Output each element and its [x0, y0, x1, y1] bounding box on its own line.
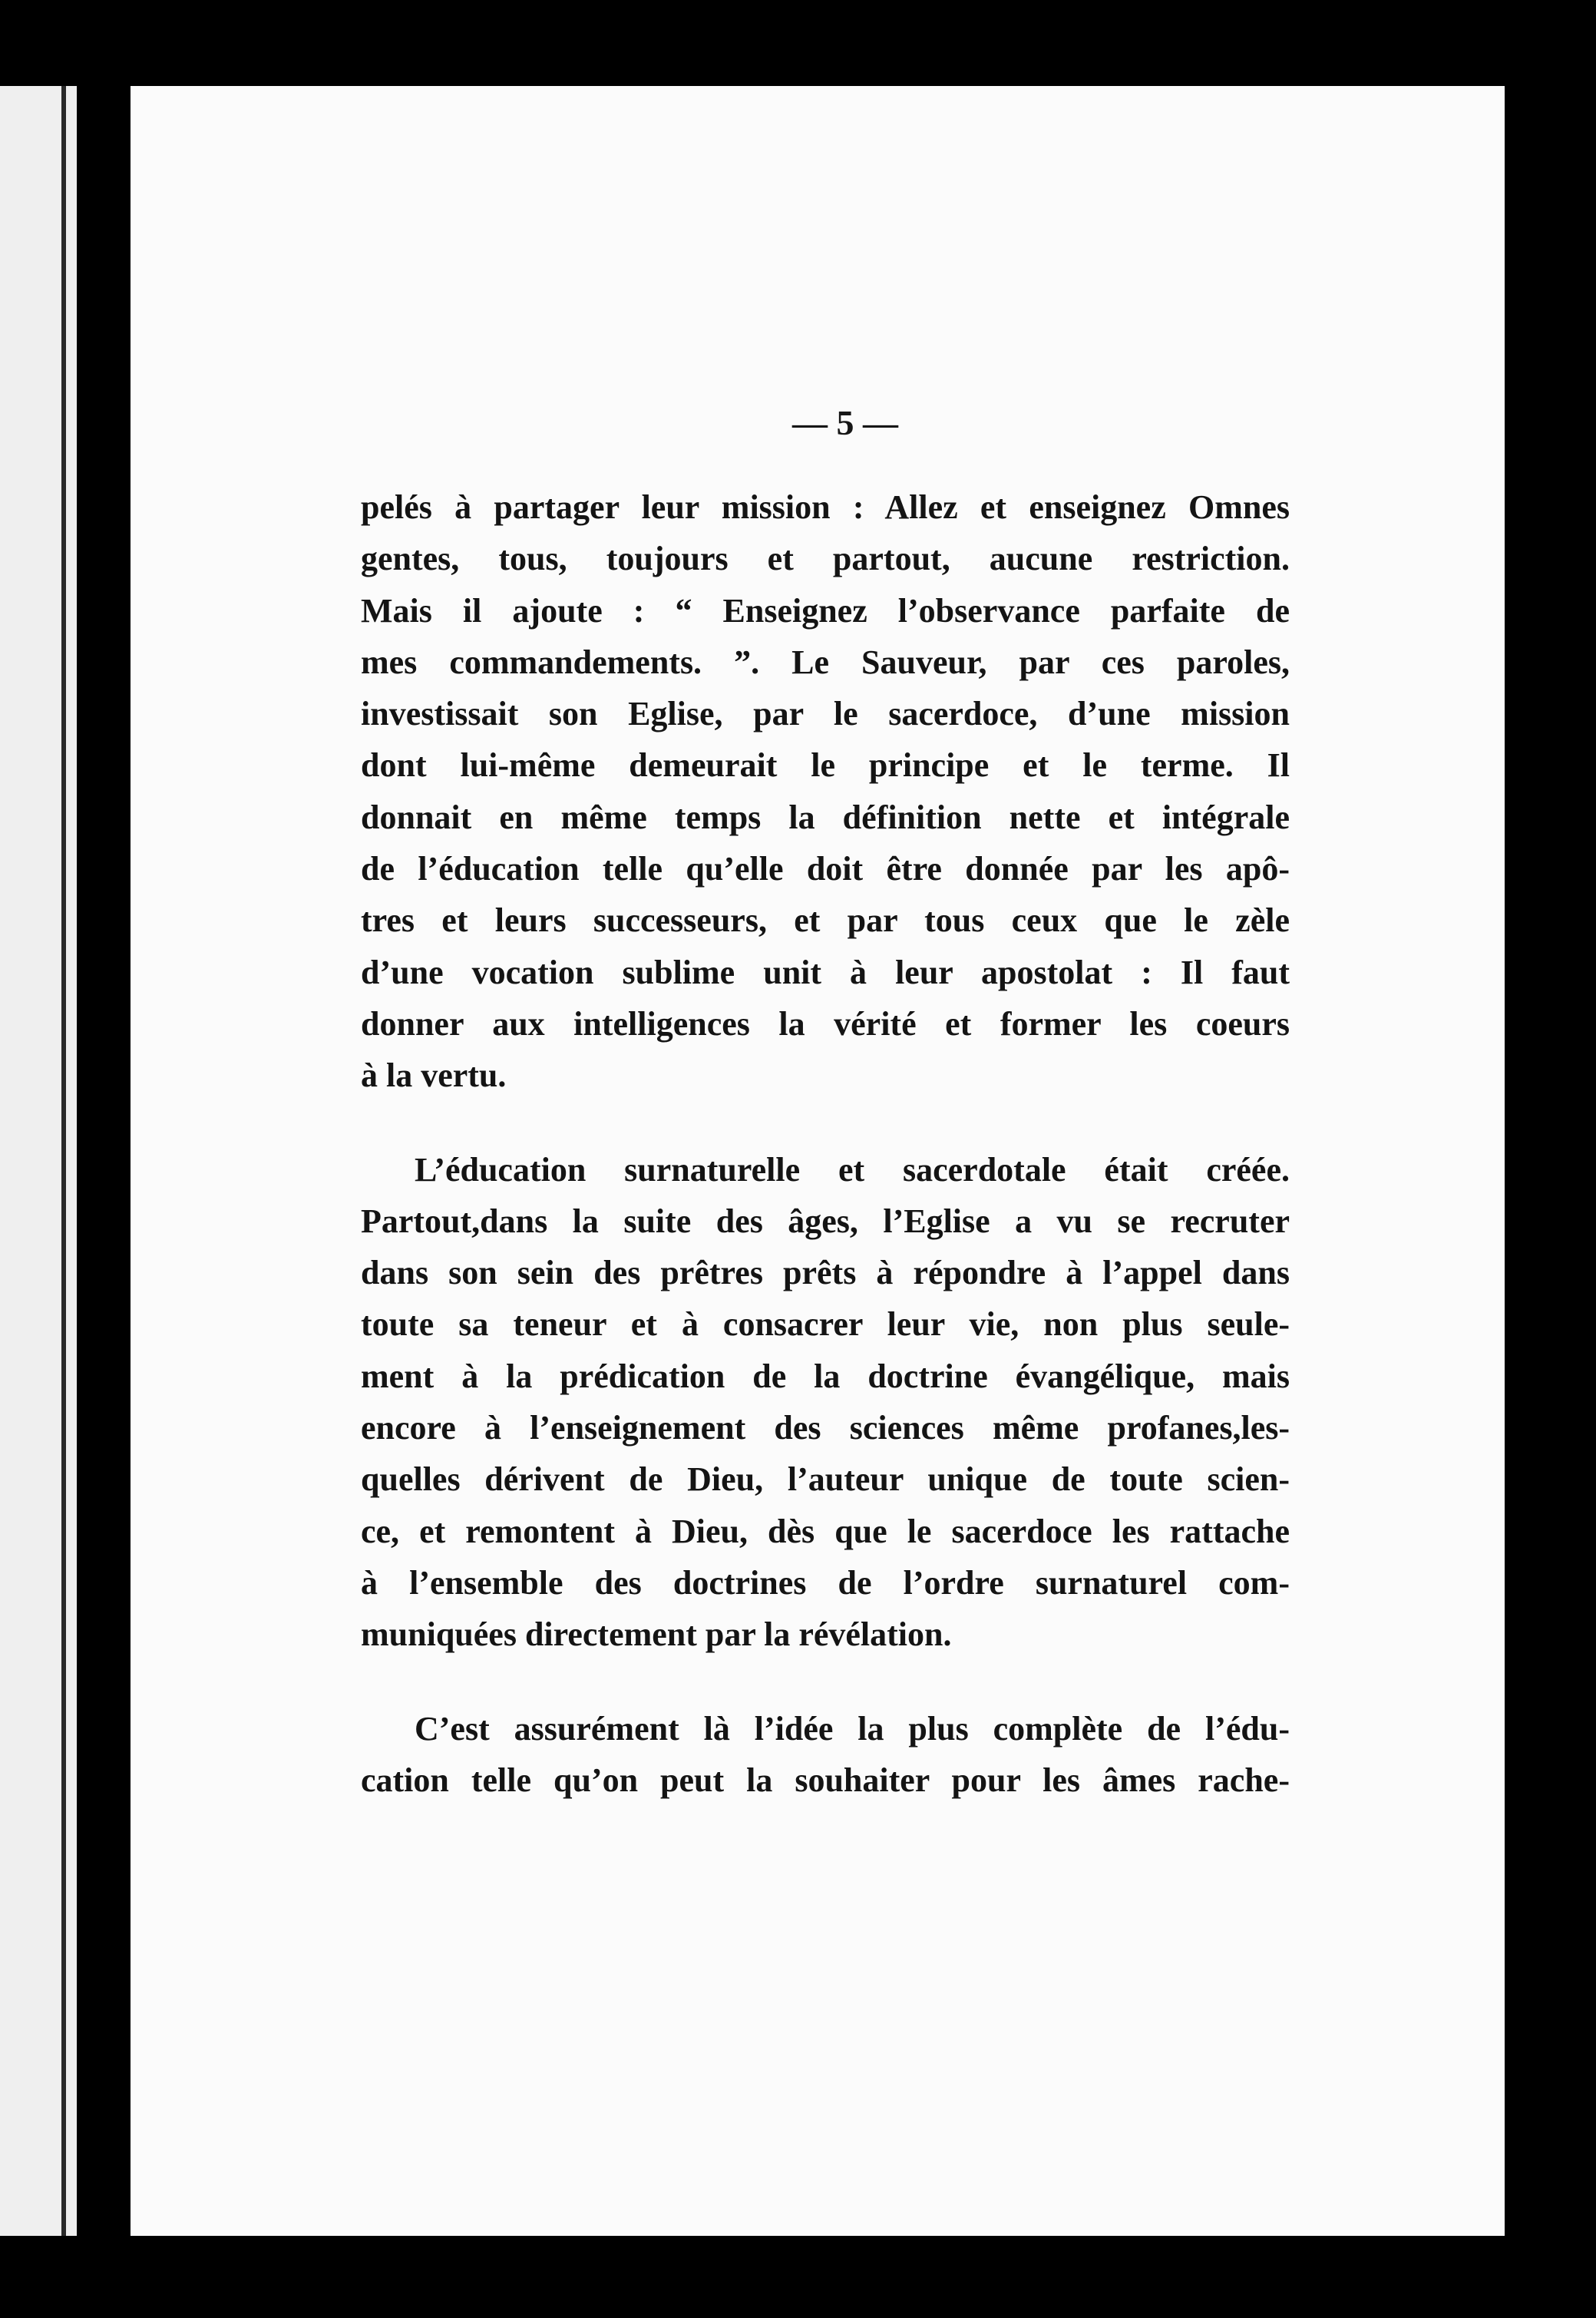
text-line: donnait en même temps la définition nette et intégrale [361, 798, 1290, 836]
text-line: toute sa teneur et à consacrer leur vie, non plus seule- [361, 1305, 1290, 1344]
text-line: cation telle qu’on peut la souhaiter pour les âmes rache- [361, 1761, 1290, 1799]
text-line: à la vertu. [361, 1056, 507, 1095]
text-line: encore à l’enseignement des sciences même profanes,les- [361, 1409, 1290, 1447]
book-page [131, 86, 1505, 2236]
paragraph-1 [361, 481, 1290, 1102]
left-page-edge [61, 86, 66, 2236]
text-line: C’est assurément là l’idée la plus complète de l’édu- [415, 1709, 1290, 1748]
text-line: donner aux intelligences la vérité et former les coeurs [361, 1004, 1290, 1043]
text-line: mes commandements. ”. Le Sauveur, par ces paroles, [361, 643, 1290, 681]
text-line: gentes, tous, toujours et partout, aucune restriction. [361, 540, 1290, 578]
text-line: pelés à partager leur mission : Allez et enseignez Omnes [361, 488, 1290, 526]
text-line: investissait son Eglise, par le sacerdoce, d’une mission [361, 695, 1290, 733]
text-line: L’éducation surnaturelle et sacerdotale était créée. [415, 1150, 1290, 1189]
text-line: à l’ensemble des doctrines de l’ordre surnaturel com- [361, 1563, 1290, 1602]
paragraph-3 [361, 1703, 1290, 1807]
text-line: quelles dérivent de Dieu, l’auteur unique de toute scien- [361, 1460, 1290, 1499]
text-line: Mais il ajoute : “ Enseignez l’observance parfaite de [361, 591, 1290, 630]
text-line: muniquées directement par la révélation. [361, 1615, 952, 1654]
text-line: ce, et remontent à Dieu, dès que le sacerdoce les rattache [361, 1512, 1290, 1550]
body-text [361, 481, 1290, 1806]
page-number: — 5 — [792, 403, 898, 442]
text-line: d’une vocation sublime unit à leur apostolat : Il faut [361, 953, 1290, 991]
text-line: dans son sein des prêtres prêts à répondre à l’appel dans [361, 1254, 1290, 1292]
text-line: dont lui-même demeurait le principe et le terme. Il [361, 746, 1290, 785]
text-line: ment à la prédication de la doctrine évangélique, mais [361, 1357, 1290, 1395]
paragraph-2 [361, 1144, 1290, 1661]
text-line: Partout,dans la suite des âges, l’Eglise a vu se recruter [361, 1202, 1290, 1240]
text-line: tres et leurs successeurs, et par tous ceux que le zèle [361, 901, 1290, 940]
text-line: de l’éducation telle qu’elle doit être donnée par les apô- [361, 850, 1290, 888]
